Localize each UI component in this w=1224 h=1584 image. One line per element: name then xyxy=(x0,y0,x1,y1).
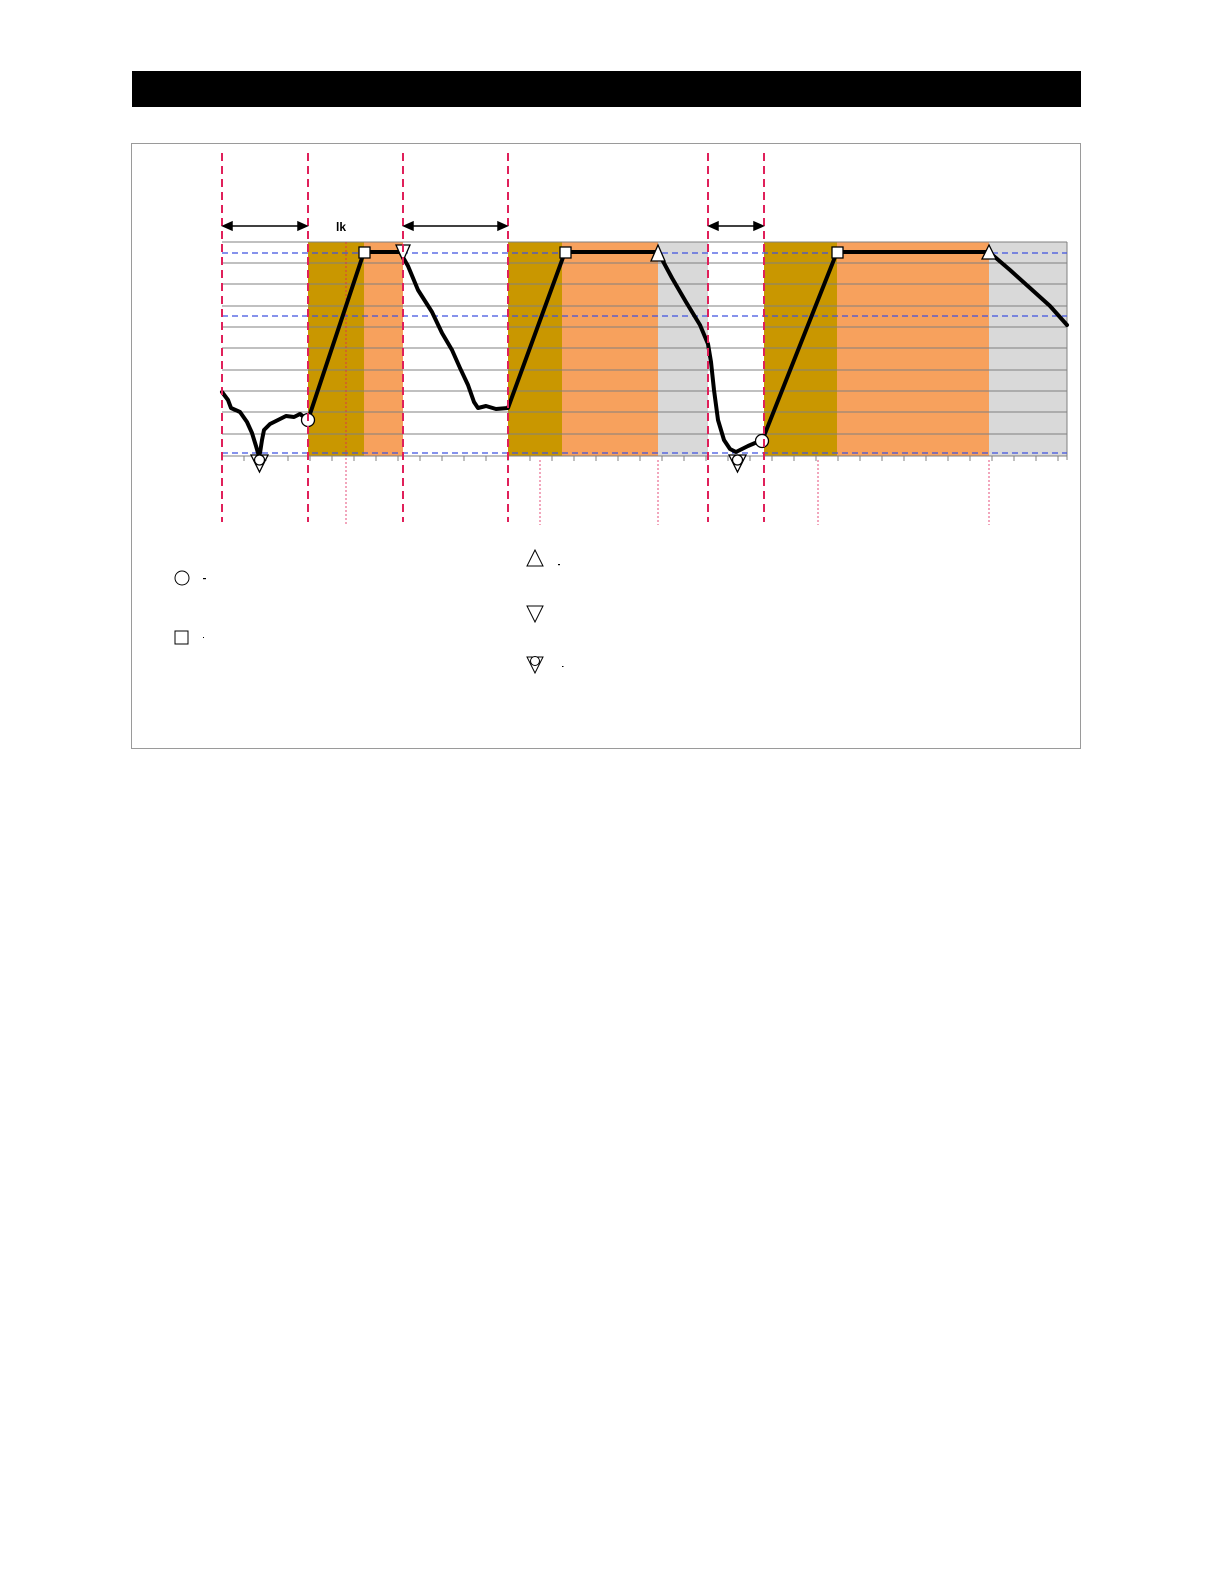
period-label: lk xyxy=(336,220,347,234)
marker-square-2 xyxy=(560,247,571,258)
phase-orange-2 xyxy=(562,242,658,456)
phase-gray-2 xyxy=(658,242,708,456)
legend-dashes xyxy=(203,564,564,667)
section-header-bar xyxy=(132,71,1081,107)
timing-diagram xyxy=(131,143,1081,749)
triangle-up-icon xyxy=(527,550,543,566)
axis-ticks xyxy=(222,456,1058,461)
duration-arrows xyxy=(223,222,763,230)
legend xyxy=(175,550,543,673)
square-icon xyxy=(175,631,188,644)
marker-circle-2 xyxy=(756,435,769,448)
marker-square-1 xyxy=(359,247,370,258)
phase-dark-2 xyxy=(508,242,562,456)
triangle-down-icon xyxy=(527,606,543,622)
circle-icon xyxy=(175,571,189,585)
phase-orange-3 xyxy=(837,242,989,456)
marker-square-3 xyxy=(832,247,843,258)
phase-fills xyxy=(308,242,1067,456)
phase-orange-1 xyxy=(364,242,403,456)
phase-gray-3 xyxy=(989,242,1067,456)
